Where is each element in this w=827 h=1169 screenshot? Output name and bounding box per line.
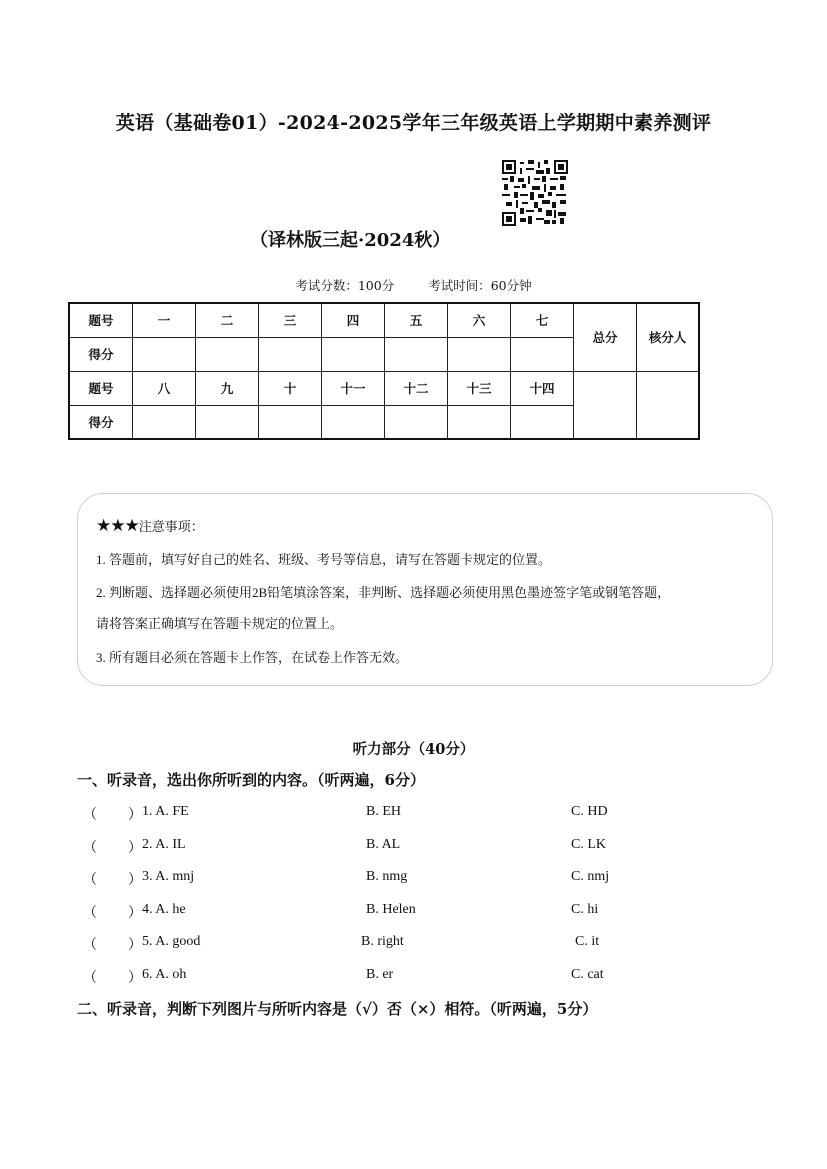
exam-time-text: 考试时间：60分钟 (428, 278, 532, 293)
option-a[interactable]: 5. A. good (142, 934, 201, 949)
score-table (68, 302, 700, 440)
qr-code (502, 160, 568, 226)
notice-item: 1. 答题前，填写好自己的姓名、班级、考号等信息，请写在答题卡规定的位置。 (96, 552, 552, 567)
exam-meta (0, 276, 827, 294)
score-cell[interactable] (322, 405, 385, 439)
score-cell[interactable] (133, 337, 196, 371)
option-c[interactable]: C. nmj (571, 869, 610, 884)
checker-label: 核分人 (637, 303, 700, 371)
question-number: 十二 (385, 371, 448, 405)
score-cell[interactable] (259, 405, 322, 439)
row-header-number: 题号 (69, 303, 133, 337)
option-c[interactable]: C. hi (571, 902, 599, 917)
question-number: 二 (196, 303, 259, 337)
document-subtitle: （译林版三起·2024秋） (250, 230, 451, 251)
row-header-score: 得分 (69, 405, 133, 439)
question-number: 八 (133, 371, 196, 405)
option-b[interactable]: B. nmg (366, 869, 408, 884)
question-number: 五 (385, 303, 448, 337)
total-score-cell[interactable] (574, 371, 637, 439)
question-number: 四 (322, 303, 385, 337)
question-number: 七 (511, 303, 574, 337)
question-number: 十 (259, 371, 322, 405)
question-number: 一 (133, 303, 196, 337)
score-cell[interactable] (385, 405, 448, 439)
option-b[interactable]: B. er (366, 967, 394, 982)
checker-cell[interactable] (637, 371, 700, 439)
notice-item: 请将答案正确填写在答题卡规定的位置上。 (96, 616, 344, 631)
score-cell[interactable] (322, 337, 385, 371)
option-a[interactable]: 3. A. mnj (142, 869, 195, 884)
option-c[interactable]: C. HD (571, 804, 608, 819)
option-b[interactable]: B. Helen (366, 902, 416, 917)
question-number: 十三 (448, 371, 511, 405)
total-score-label: 总分 (574, 303, 637, 371)
score-cell[interactable] (133, 405, 196, 439)
score-cell[interactable] (385, 337, 448, 371)
score-cell[interactable] (196, 405, 259, 439)
option-b[interactable]: B. right (361, 934, 404, 949)
option-a[interactable]: 6. A. oh (142, 967, 187, 982)
part-two-title: 二、听录音，判断下列图片与所听内容是（√）否（×）相符。（听两遍，5分） (77, 1000, 598, 1018)
score-cell[interactable] (511, 337, 574, 371)
question-number: 十四 (511, 371, 574, 405)
exam-score-text: 考试分数：100分 (295, 278, 395, 293)
question-number: 十一 (322, 371, 385, 405)
option-b[interactable]: B. AL (366, 837, 401, 852)
option-c[interactable]: C. cat (571, 967, 604, 982)
part-one-title: 一、听录音，选出你所听到的内容。（听两遍，6分） (77, 771, 425, 789)
row-header-score: 得分 (69, 337, 133, 371)
listening-section-title: 听力部分（40分） (352, 741, 475, 758)
score-cell[interactable] (196, 337, 259, 371)
notice-item: 3. 所有题目必须在答题卡上作答，在试卷上作答无效。 (96, 650, 409, 665)
score-cell[interactable] (448, 405, 511, 439)
option-a[interactable]: 1. A. FE (142, 804, 189, 819)
score-cell[interactable] (259, 337, 322, 371)
notice-item: 2. 判断题、选择题必须使用2B铅笔填涂答案，非判断、选择题必须使用黑色墨迹签字笔或钢笔答题， (96, 585, 671, 600)
star-icon: ★★★ (96, 516, 139, 535)
score-cell[interactable] (511, 405, 574, 439)
option-c[interactable]: C. LK (571, 837, 606, 852)
option-a[interactable]: 4. A. he (142, 902, 186, 917)
question-number: 三 (259, 303, 322, 337)
option-b[interactable]: B. EH (366, 804, 401, 819)
option-c[interactable]: C. it (575, 934, 600, 949)
option-a[interactable]: 2. A. IL (142, 837, 186, 852)
question-number: 九 (196, 371, 259, 405)
question-number: 六 (448, 303, 511, 337)
document-title: 英语（基础卷01）-2024-2025学年三年级英语上学期期中素养测评 (115, 112, 712, 134)
score-cell[interactable] (448, 337, 511, 371)
notice-heading: ★★★注意事项： (96, 516, 204, 535)
row-header-number: 题号 (69, 371, 133, 405)
